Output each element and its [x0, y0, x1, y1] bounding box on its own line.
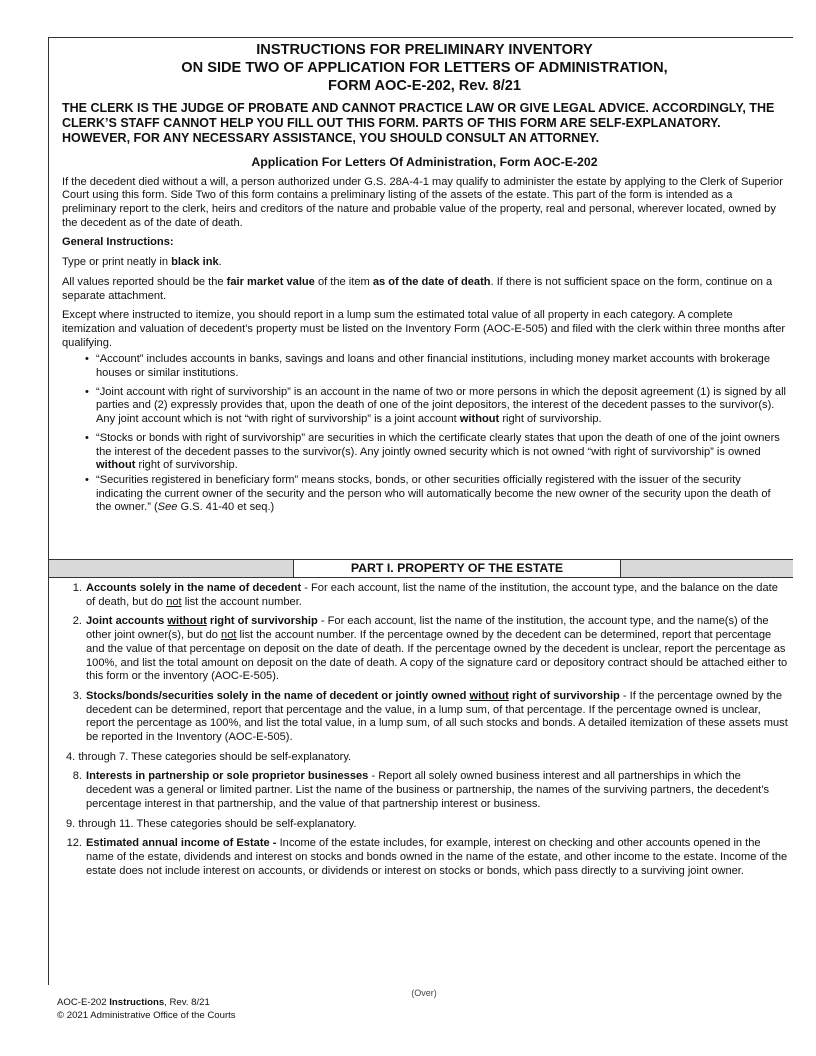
frame-top-rule	[48, 37, 793, 38]
ink-instruction	[62, 256, 787, 270]
item-3-heading-1: Stocks/bonds/securities solely in the name of decedent or jointly owned	[86, 689, 470, 702]
item-3-heading-without: without	[469, 689, 509, 702]
stocks-emphasis: without	[96, 459, 136, 472]
values-emphasis-1: fair market value	[226, 275, 315, 288]
form-id	[57, 997, 236, 1010]
values-text-2: of the item	[314, 275, 373, 288]
values-emphasis-2: as of the date of death	[372, 275, 491, 288]
joint-text-1: “Joint account with right of survivorship” is an account in the name of two or more persons in which the deposit agreement (1) is signed by all parties and (2) expressly provides that, upon the death of one of the joint depositors, the interest of the decedent passes to the survivor(s). Any joint account which is not “with right of survivorship” is a joint account	[96, 385, 787, 426]
item-12-number: 12.	[66, 837, 82, 850]
document-title	[62, 41, 787, 95]
over-label: (Over)	[411, 988, 437, 998]
values-text-3: . If there is not sufficient space on the form, continue on a separate attachment.	[62, 275, 773, 302]
item-1-number: 1.	[72, 582, 82, 594]
item-1	[62, 582, 788, 609]
item-3-text: - If the percentage owned by the decedent can be determined, report that percentage and the value, in a lump sum, of that percentage. If the percentage owned is unclear, report the percentage as 100%, and list the total value, in a lump sum, of all such stocks and bonds. A detailed itemization of these assets must be reported in the Inventory (AOC-E-505).	[86, 689, 788, 744]
stocks-text-1: “Stocks or bonds with right of survivorship” are securities in which the certificate clearly states that upon the death of one of the joint owners the interest of the decedent passes to the survivor(s). Any jointly owned security which is not owned “with right of survivorship” is owned	[96, 431, 780, 458]
ink-emphasis: black ink	[171, 256, 219, 269]
form-id-emphasis: Instructions	[109, 997, 165, 1008]
itemize-instruction: Except where instructed to itemize, you should report in a lump sum the estimated total value of all property in each category. A complete itemization and valuation of decedent’s property must be listed on the Inventory Form (AOC-E-505) and filed with the clerk within three months after qualifying.	[62, 309, 786, 349]
joint-text-2: right of survivorship.	[499, 413, 602, 426]
copyright: © 2021 Administrative Office of the Courts	[57, 1009, 236, 1021]
definition-account	[96, 353, 787, 380]
item-8-text: - Report all solely owned business interest and all partnerships in which the decedent was a general or limited partner. List the name of the business or partnership, the names of the surviving partners, the decedent’s percentage interest in that partnership, and the value of that partnership interest or business.	[86, 770, 770, 810]
form-id-revision: , Rev. 8/21	[164, 997, 210, 1008]
item-1-text-2: list the account number.	[181, 595, 302, 608]
item-2-heading-without: without	[167, 615, 207, 628]
item-12	[62, 837, 788, 878]
item-8-number: 8.	[72, 770, 82, 783]
item-2-heading-2: right of survivorship	[206, 615, 318, 628]
item-3-number: 3.	[72, 689, 82, 702]
securities-see: See	[157, 501, 178, 514]
part-one-bar	[49, 559, 793, 578]
item-12-heading: Estimated annual income of Estate -	[86, 837, 277, 850]
item-2	[62, 615, 788, 684]
form-id-text: AOC-E-202	[57, 997, 110, 1008]
instructions-content	[62, 41, 787, 520]
item-12-text: Income of the estate includes, for example, interest on checking and other accounts opened in the name of the estate, dividends and interest on stocks and bonds owned in the name of the estate, and other income to the estate. Income of the estate does not include interest on accounts, or dividends or interest on stocks or bonds, which pass directly to a surviving joint owner.	[86, 837, 788, 877]
page-footer	[57, 997, 236, 1022]
form-subheading: Application For Letters Of Administration, Form AOC-E-202	[251, 154, 598, 169]
stocks-text-2: right of survivorship.	[135, 459, 238, 472]
definition-securities	[96, 474, 787, 515]
title-line-3: FORM AOC-E-202, Rev. 8/21	[327, 78, 522, 94]
title-line-1: INSTRUCTIONS FOR PRELIMINARY INVENTORY	[256, 42, 593, 58]
definitions-list	[62, 353, 787, 515]
securities-text-2: G.S. 41-40 et seq.)	[177, 501, 275, 514]
item-8	[62, 770, 788, 811]
items-9-to-11: 9. through 11. These categories should be self-explanatory.	[66, 817, 357, 830]
values-instruction	[62, 276, 787, 303]
item-8-heading: Interests in partnership or sole proprietor businesses	[86, 770, 369, 783]
definition-joint-account	[96, 386, 787, 427]
item-3	[62, 690, 788, 745]
item-3-heading-2: right of survivorship	[508, 689, 620, 702]
item-1-not: not	[166, 595, 182, 608]
intro-paragraph: If the decedent died without a will, a person authorized under G.S. 28A-4-1 may qualify to administer the estate by applying to the Clerk of Superior Court using this form. Side Two of this form contains a preliminary listing of the assets of the estate. This part of the form is intended as a preliminary report to the clerk, heirs and creditors of the nature and probable value of the property, real and personal, wherever located, owned by the decedent as of the date of death.	[62, 175, 783, 229]
legal-advice-warning: THE CLERK IS THE JUDGE OF PROBATE AND CANNOT PRACTICE LAW OR GIVE LEGAL ADVICE. ACCORDINGLY, THE CLERK’S STAFF CANNOT HELP YOU FILL OUT THIS FORM. PARTS OF THIS FORM ARE SELF-EXPLANATORY. HOWEVER, FOR ANY NECESSARY ASSISTANCE, YOU SHOULD CONSULT AN ATTORNEY.	[62, 101, 775, 146]
item-2-text-2: list the account number. If the percentage owned by the decedent can be determined, report that percentage and the value of that percentage on deposit on the date of death. If the percentage owned by the decedent is unclear, report the percentage as 100%, and list the total amount on deposit on the date of death. A copy of the signature card or depository contract should be attached either to this form or the inventory (AOC-E-505).	[86, 629, 788, 683]
values-text-1: All values reported should be the	[62, 275, 227, 288]
frame-left-rule	[48, 37, 49, 985]
item-2-heading-1: Joint accounts	[86, 615, 168, 628]
part-one-title: PART I. PROPERTY OF THE ESTATE	[293, 560, 621, 577]
definition-stocks-bonds	[96, 432, 787, 473]
definition-account-text: “Account” includes accounts in banks, savings and loans and other financial institutions, including money market accounts with brokerage houses or similar institutions.	[96, 353, 771, 380]
securities-text-1: “Securities registered in beneficiary form” means stocks, bonds, or other securities officially registered with the issuer of the security indicating the current owner of the security and the person who will automatically become the new owner of the security upon the death of the owner.” (	[96, 473, 771, 514]
title-line-2: ON SIDE TWO OF APPLICATION FOR LETTERS OF ADMINISTRATION,	[181, 60, 668, 76]
general-instructions-heading: General Instructions:	[62, 236, 174, 249]
item-1-heading: Accounts solely in the name of decedent	[86, 582, 302, 594]
joint-emphasis: without	[459, 413, 500, 426]
ink-text: Type or print neatly in	[62, 256, 172, 269]
item-2-text-1: - For each account, list the name of the institution, the account type, and the name(s) of the other joint owner(s), but do	[86, 615, 769, 642]
ink-period: .	[218, 256, 222, 269]
item-2-not: not	[221, 629, 237, 642]
item-2-number: 2.	[72, 615, 82, 628]
items-4-to-7: 4. through 7. These categories should be self-explanatory.	[66, 750, 352, 763]
item-1-text-1: - For each account, list the name of the institution, the account type, and the balance on the date of death, but do	[86, 582, 778, 608]
part-one-items	[62, 582, 788, 884]
